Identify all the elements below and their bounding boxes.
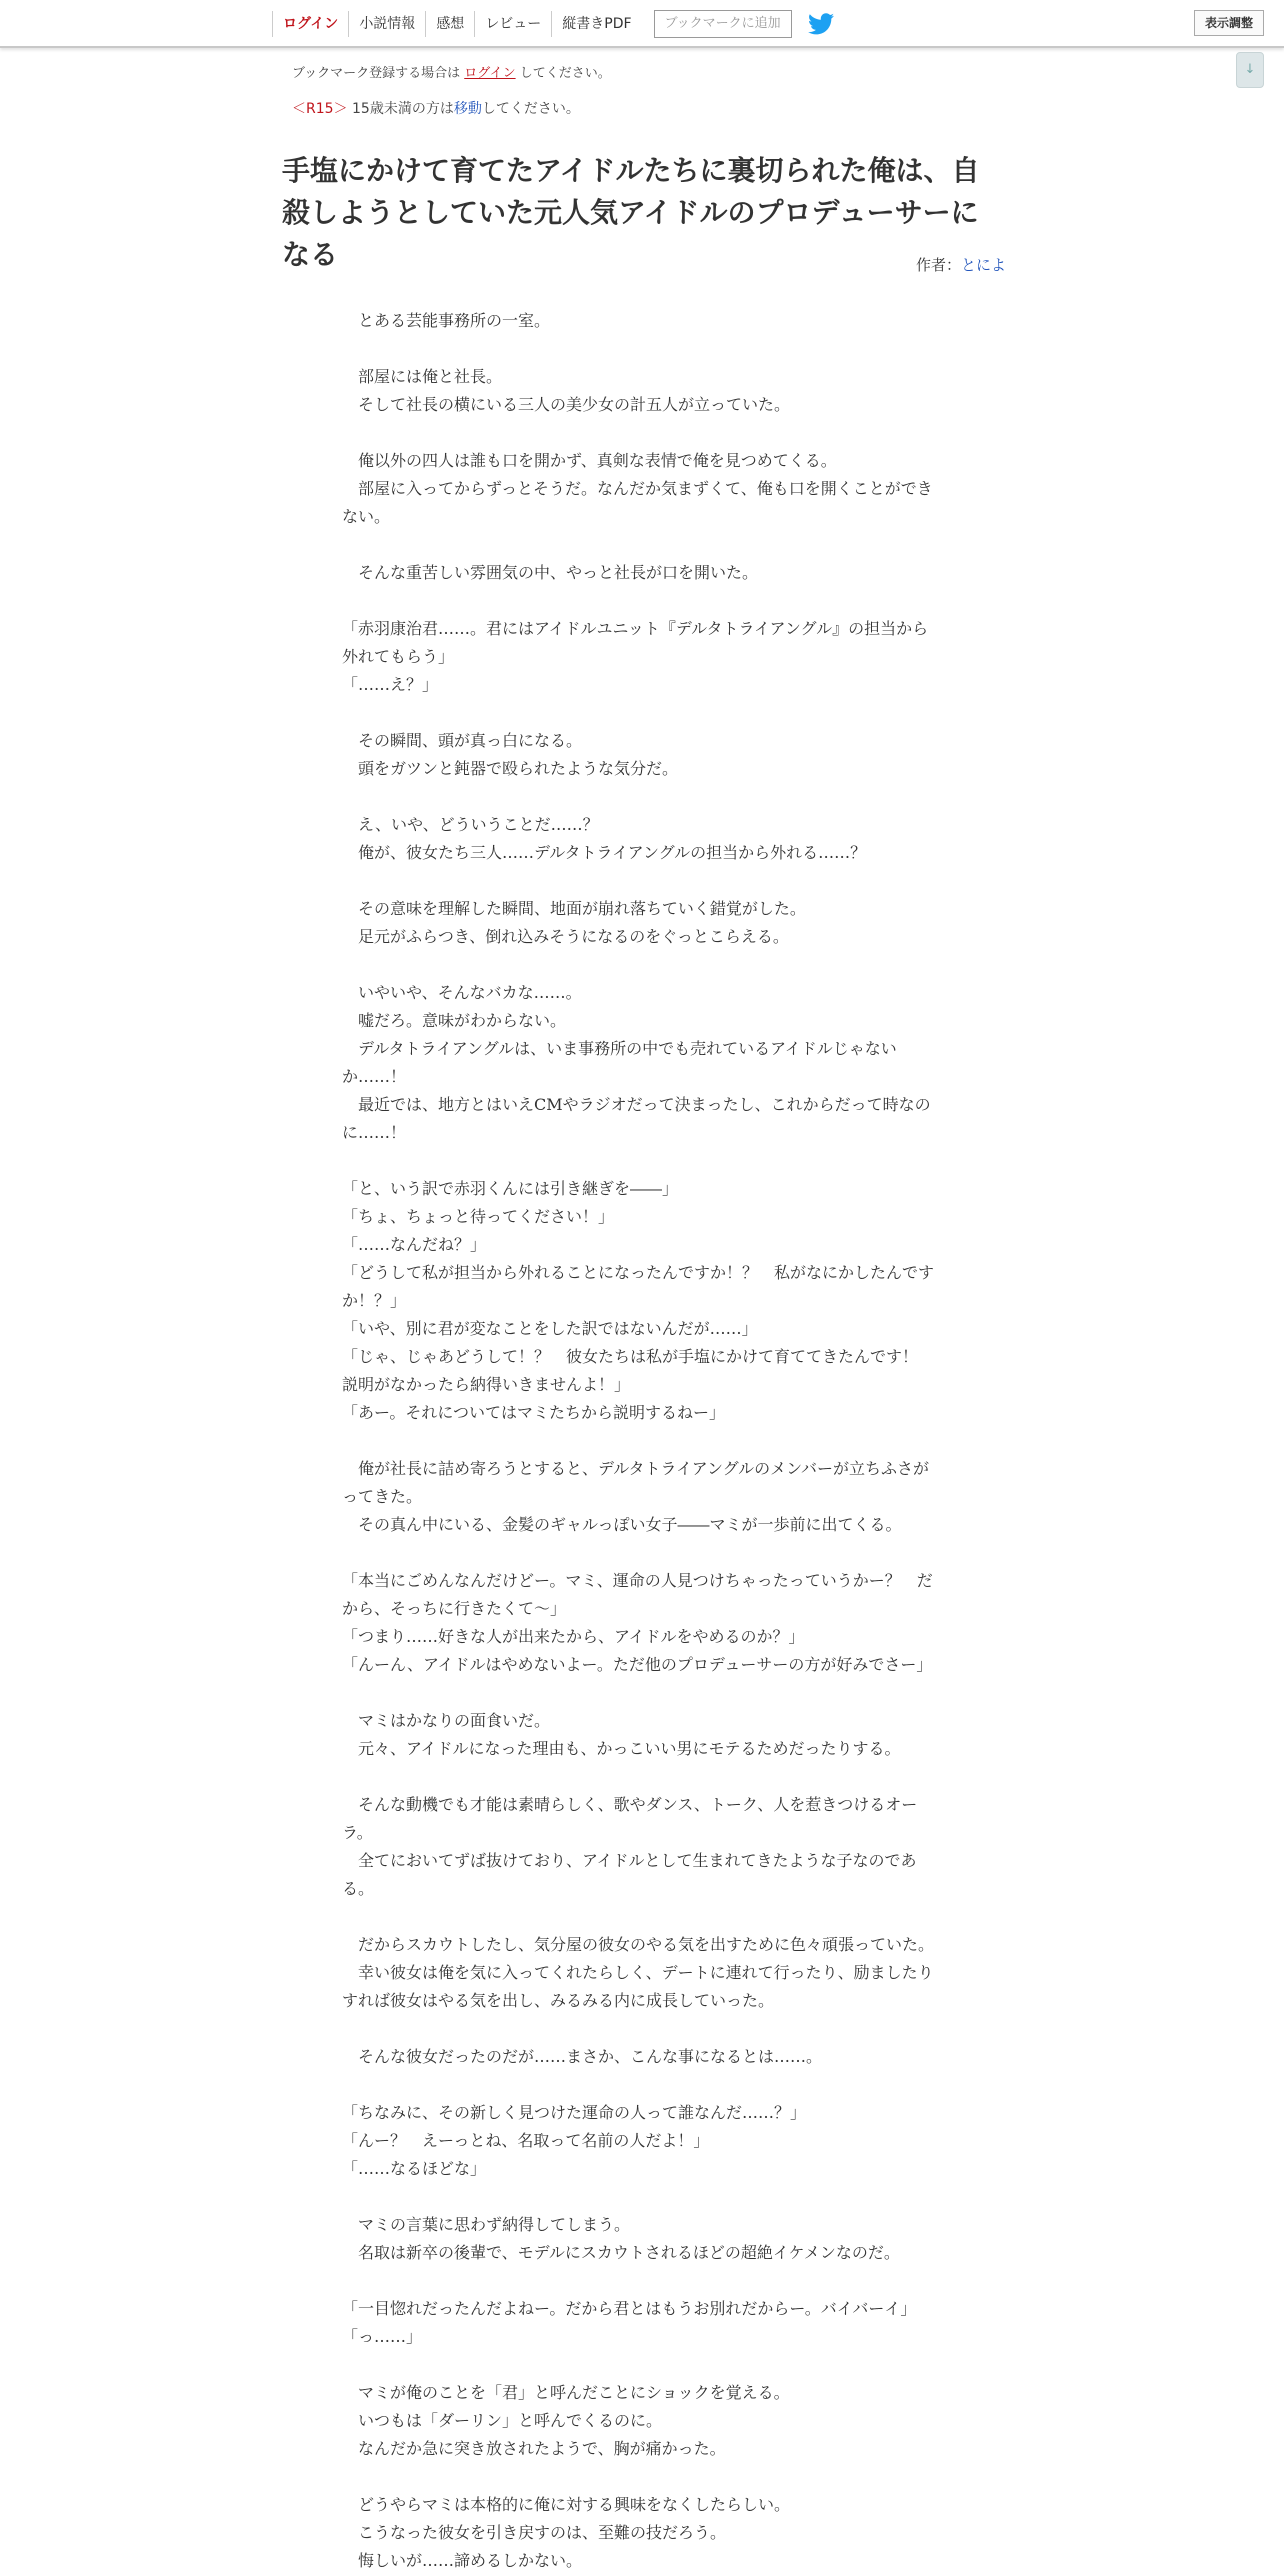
body-line: 「つまり……好きな人が出来たから、アイドルをやめるのか？」	[342, 1627, 805, 1646]
body-line: 「……え？」	[342, 675, 439, 694]
body-line: 元々、アイドルになった理由も、かっこいい男にモテるためだったりする。	[342, 1739, 901, 1758]
twitter-icon[interactable]	[808, 13, 834, 35]
body-line: 「んーん、アイドルはやめないよー。ただ他のプロデューサーの方が好みでさー」	[342, 1655, 933, 1674]
novel-title: 手塩にかけて育てたアイドルたちに裏切られた俺は、自殺しようとしていた元人気アイドルのプロデューサーになる	[282, 154, 980, 271]
body-line	[342, 419, 942, 447]
scroll-down-button[interactable]: ↓	[1236, 52, 1264, 88]
author-link[interactable]: とによ	[960, 256, 1006, 274]
body-line	[342, 587, 942, 615]
body-line: 「ちなみに、その新しく見つけた運命の人って誰なんだ……？」	[342, 2103, 807, 2122]
body-line: か！？」	[342, 1291, 407, 1310]
body-line: 全てにおいてずば抜けており、アイドルとして生まれてきたような子なのであ	[342, 1851, 917, 1870]
body-line	[342, 2071, 942, 2099]
nav-impressions-link[interactable]: 感想	[425, 11, 474, 37]
body-line	[342, 867, 942, 895]
body-line: に……！	[342, 1123, 407, 1142]
body-line	[342, 1539, 942, 1567]
body-line: 部屋には俺と社長。	[342, 367, 503, 386]
body-line: 「一目惚れだったんだよねー。だから君とはもうお別れだからー。バイバーイ」	[342, 2299, 917, 2318]
body-line: 俺が社長に詰め寄ろうとすると、デルタトライアングルのメンバーが立ちふさが	[342, 1459, 930, 1478]
nav-menu	[272, 6, 834, 42]
r15-suffix: してください。	[481, 101, 580, 117]
novel-body	[342, 307, 942, 2575]
r15-tag: ＜R15＞	[292, 101, 348, 117]
body-line: こうなった彼女を引き戻すのは、至難の技だろう。	[342, 2523, 727, 2542]
body-line	[342, 531, 942, 559]
body-line: マミはかなりの面食いだ。	[342, 1711, 551, 1730]
body-line: そんな動機でも才能は素晴らしく、歌やダンス、トーク、人を惹きつけるオー	[342, 1795, 918, 1814]
body-line: いつもは「ダーリン」と呼んでくるのに。	[342, 2411, 663, 2430]
body-line: 俺以外の四人は誰も口を開かず、真剣な表情で俺を見つめてくる。	[342, 451, 837, 470]
body-line: その瞬間、頭が真っ白になる。	[342, 731, 583, 750]
body-line	[342, 1679, 942, 1707]
body-line: 「んー？ えーっとね、名取って名前の人だよ！」	[342, 2131, 710, 2150]
body-line: その意味を理解した瞬間、地面が崩れ落ちていく錯覚がした。	[342, 899, 806, 918]
body-line	[342, 699, 942, 727]
nav-novel-info-link[interactable]: 小説情報	[348, 11, 425, 37]
body-line	[342, 335, 942, 363]
author-label: 作者：	[915, 256, 961, 274]
nav-vertical-pdf-link[interactable]: 縦書きPDF	[551, 11, 641, 37]
body-line	[342, 1903, 942, 1931]
body-line: 「本当にごめんなんだけどー。マミ、運命の人見つけちゃったっていうかー？ だ	[342, 1571, 933, 1590]
notice-suffix: してください。	[519, 66, 611, 81]
display-settings-button[interactable]: 表示調整	[1194, 10, 1264, 36]
body-line: え、いや、どういうことだ……？	[342, 815, 599, 834]
add-bookmark-button[interactable]: ブックマークに追加	[654, 10, 792, 38]
body-line: 嘘だろ。意味がわからない。	[342, 1011, 567, 1030]
body-line: ラ。	[342, 1823, 373, 1842]
body-line: 「っ……」	[342, 2327, 423, 2346]
body-line: すれば彼女はやる気を出し、みるみる内に成長していった。	[342, 1991, 775, 2010]
body-line: 説明がなかったら納得いきませんよ！」	[342, 1375, 631, 1394]
body-line: どうやらマミは本格的に俺に対する興味をなくしたらしい。	[342, 2495, 791, 2514]
body-line: そんな彼女だったのだが……まさか、こんな事になるとは……。	[342, 2047, 823, 2066]
body-line: から、そっちに行きたくて～」	[342, 1599, 567, 1618]
author-line	[916, 254, 1006, 275]
body-line: 外れてもらう」	[342, 647, 455, 666]
body-line	[342, 2267, 942, 2295]
body-line	[342, 2463, 942, 2491]
r15-move-link[interactable]: 移動	[453, 101, 482, 117]
body-line: 俺が、彼女たち三人……デルタトライアングルの担当から外れる……？	[342, 843, 867, 862]
body-line: 「……なんだね？」	[342, 1235, 487, 1254]
body-line: いやいや、そんなバカな……。	[342, 983, 582, 1002]
body-line: 「……なるほどな」	[342, 2159, 487, 2178]
body-line: 「いや、別に君が変なことをした訳ではないんだが……」	[342, 1319, 758, 1338]
body-line: 「赤羽康治君……。君にはアイドルユニット『デルタトライアングル』の担当から	[342, 619, 929, 638]
body-line: 「ちょ、ちょっと待ってください！」	[342, 1207, 615, 1226]
top-navigation-bar	[0, 0, 1284, 48]
body-line: その真ん中にいる、金髪のギャルっぽい女子――マミが一歩前に出てくる。	[342, 1515, 902, 1534]
body-line: 「じゃ、じゃあどうして！？ 彼女たちは私が手塩にかけて育ててきたんです！	[342, 1347, 919, 1366]
r15-text: 15歳未満の方は	[352, 101, 454, 117]
body-line	[342, 951, 942, 979]
bookmark-login-notice	[292, 62, 611, 81]
body-line: 最近では、地方とはいえCMやラジオだって決まったし、これからだって時なの	[342, 1095, 931, 1114]
body-line: 部屋に入ってからずっとそうだ。なんだか気まずくて、俺も口を開くことができ	[342, 479, 933, 498]
body-line: 名取は新卒の後輩で、モデルにスカウトされるほどの超絶イケメンなのだ。	[342, 2243, 900, 2262]
body-line: そんな重苦しい雰囲気の中、やっと社長が口を開いた。	[342, 563, 759, 582]
body-line	[342, 1147, 942, 1175]
body-line: 「と、いう訳で赤羽くんには引き継ぎを――」	[342, 1179, 679, 1198]
body-line: ってきた。	[342, 1487, 423, 1506]
body-line: なんだか急に突き放されたようで、胸が痛かった。	[342, 2439, 726, 2458]
notice-prefix: ブックマーク登録する場合は	[292, 66, 461, 81]
body-line: 頭をガツンと鈍器で殴られたような気分だ。	[342, 759, 679, 778]
body-line: 悔しいが……諦めるしかない。	[342, 2551, 583, 2570]
body-line: ない。	[342, 507, 391, 526]
body-line: 幸い彼女は俺を気に入ってくれたらしく、デートに連れて行ったり、励ましたり	[342, 1963, 934, 1982]
body-line	[342, 783, 942, 811]
body-line	[342, 2015, 942, 2043]
body-line	[342, 1763, 942, 1791]
body-line: だからスカウトしたし、気分屋の彼女のやる気を出すために色々頑張っていた。	[342, 1935, 935, 1954]
body-line: とある芸能事務所の一室。	[342, 311, 551, 330]
body-line: 「どうして私が担当から外れることになったんですか！？ 私がなにかしたんです	[342, 1263, 935, 1282]
body-line: マミが俺のことを「君」と呼んだことにショックを覚える。	[342, 2383, 790, 2402]
body-line: デルタトライアングルは、いま事務所の中でも売れているアイドルじゃない	[342, 1039, 897, 1058]
body-line	[342, 2351, 942, 2379]
body-line	[342, 2183, 942, 2211]
body-line: る。	[342, 1879, 375, 1898]
body-line: 足元がふらつき、倒れ込みそうになるのをぐっとこらえる。	[342, 927, 789, 946]
r15-notice	[292, 98, 580, 118]
body-line: か……！	[342, 1067, 407, 1086]
body-line: そして社長の横にいる三人の美少女の計五人が立っていた。	[342, 395, 791, 414]
body-line: 「あー。それについてはマミたちから説明するねー」	[342, 1403, 726, 1422]
nav-login-link[interactable]: ログイン	[272, 11, 348, 37]
notice-login-link[interactable]: ログイン	[464, 66, 516, 81]
nav-review-link[interactable]: レビュー	[474, 11, 551, 37]
body-line	[342, 1427, 942, 1455]
body-line: マミの言葉に思わず納得してしまう。	[342, 2215, 631, 2234]
